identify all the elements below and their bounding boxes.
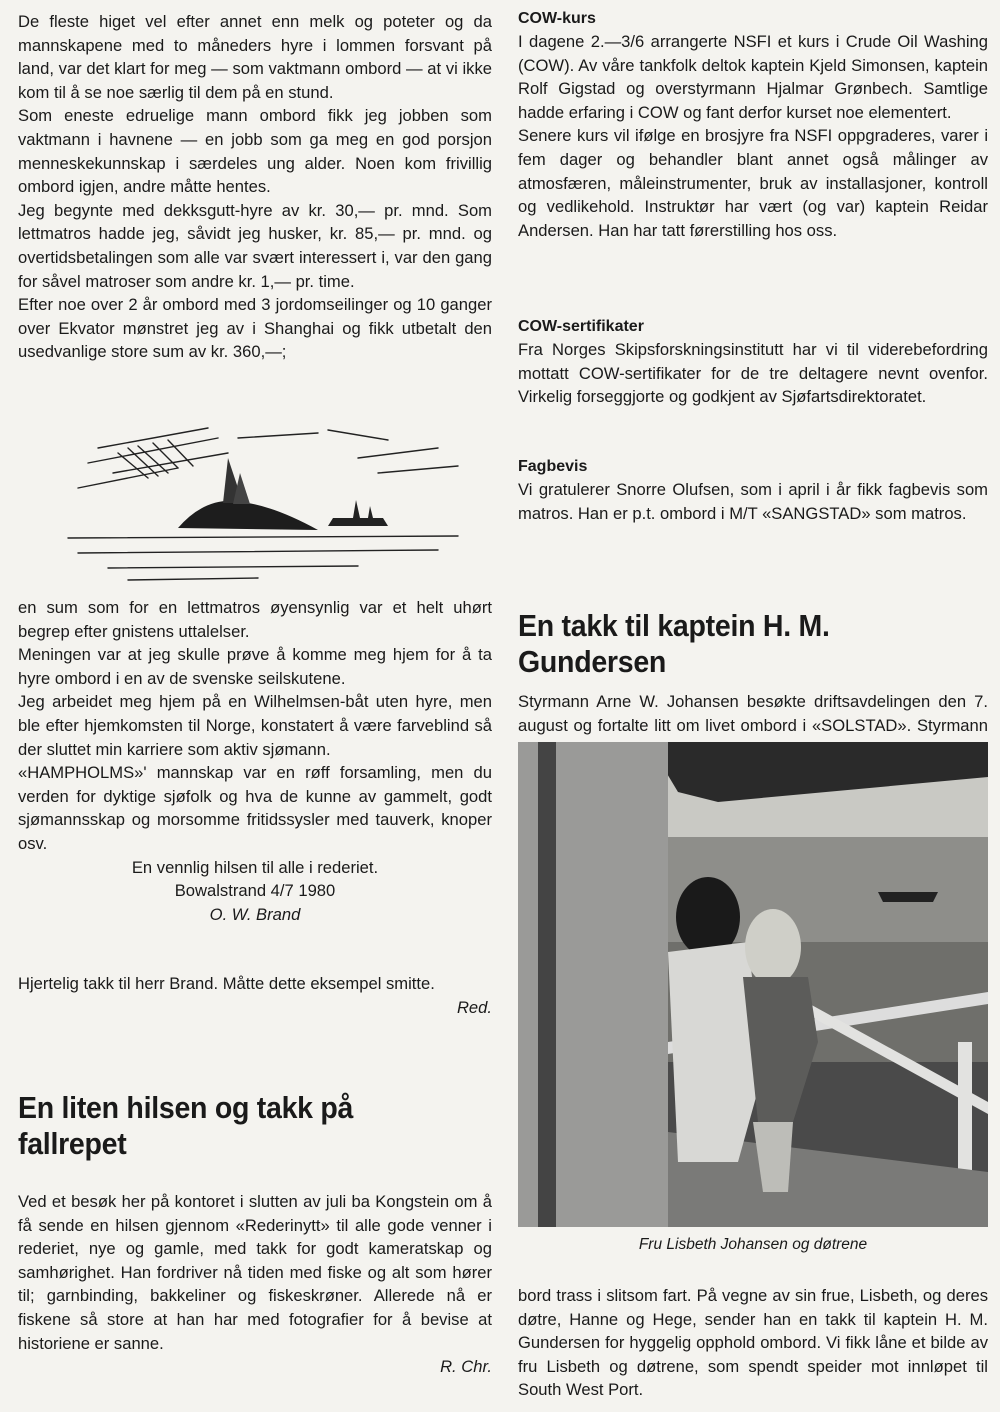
paragraph: Senere kurs vil ifølge en brosjyre fra NSFI oppgraderes, varer i fem dager og behandler blant annet også målinger av atmosfæren, måleinstrumenter, bruk av installasjoner, kontroll og vedlikehold. Instruktør har vært (og var) kaptein Reidar Andersen. Han har tatt førerstilling hos oss. [518,126,988,240]
section-cow-sertifikater [518,316,988,409]
letter-text-bottom [18,596,492,926]
paragraph: Jeg arbeidet meg hjem på en Wilhelmsen-båt uten hyre, men ble efter hjemkomsten til Norge, konstatert å være farveblind så der sluttet min karriere som aktiv sjømann. [18,692,492,759]
paragraph: I dagene 2.—3/6 arrangerte NSFI et kurs i Crude Oil Washing (COW). Av våre tankfolk deltok kaptein Kjeld Simonsen, kaptein Rolf Gigstad og overstyrmann Hjalmar Grønbech. Samtlige hadde erfaring i COW og fant derfor kurset noe elementert. [518,32,988,122]
photo-caption-block [518,1234,988,1256]
paragraph: Som eneste edruelige mann ombord fikk jeg jobben som vaktmann i havnene — en jobb som ga meg en god porsjon menneskekunnskap i særdeles ung alder. Noen kom frivillig ombord igjen, andre måtte hentes. [18,106,492,197]
greeting: En vennlig hilsen til alle i rederiet. [131,857,379,877]
paragraph: Vi gratulerer Snorre Olufsen, som i april i år fikk fagbevis som matros. Han er p.t. ombord i M/T «SANGSTAD» som matros. [518,480,988,523]
paragraph: Styrmann Arne W. Johansen besøkte driftsavdelingen den 7. august og fortalte litt om livet ombord i «SOLSTAD». Styrmann [518,692,988,735]
headline: En liten hilsen og takk på fallrepet [18,1090,354,1161]
signature: R. Chr. [440,1357,492,1377]
article-gundersen-continued [518,1284,988,1402]
photo-caption: Fru Lisbeth Johansen og døtrene [638,1236,868,1253]
article-fallrepet [18,1090,492,1379]
headline: En takk til kaptein H. M. Gundersen [518,608,830,679]
section-fagbevis [518,456,988,525]
section-heading: Fagbevis [518,458,588,475]
paragraph: De fleste higet vel efter annet enn melk og poteter og da mannskapene med to måneders hyre i lommen forsvant på land, var det klart for meg — som vaktmann ombord — at vi ikke kom til å se noe særlig til dem på en stund. [18,12,492,102]
photo-graphic [518,742,988,1227]
paragraph: en sum som for en lettmatros øyensynlig var et helt uhørt begrep efter gnistens uttalelser. [18,598,492,641]
signature: O. W. Brand [209,904,301,924]
section-heading: COW-sertifikater [518,318,644,335]
section-cow-kurs [518,8,988,242]
sailboat-sketch [58,418,478,588]
paragraph: Efter noe over 2 år ombord med 3 jordomseilinger og 10 ganger over Ekvator mønstret jeg av i Shanghai og fikk utbetalt den usedvanlige store sum av kr. 360,—; [18,295,492,362]
place-date: Bowalstrand 4/7 1980 [174,881,336,901]
paragraph: Jeg begynte med dekksgutt-hyre av kr. 30,— pr. mnd. Som lettmatros hadde jeg, såvidt jeg husker, kr. 85,— pr. mnd. og overtidsbetalingen som alle var svært interessert i, var den gang for såvel matroser som andre kr. 1,— pr. time. [18,200,492,291]
section-heading: COW-kurs [518,10,596,27]
paragraph: Ved et besøk her på kontoret i slutten av juli ba Kongstein om å få sende en hilsen gjennom «Rederinytt» til alle gode venner i rederiet, nye og gamle, med takk for godt kameratskap og samhørighet. Han fordriver nå tiden med fiske og alt som hører til; garnbinding, bakkeliner og fiskeskrøner. Allerede nå er fiskene så store at han har med fotografier for å bevise at historiene er sanne. [18,1192,492,1353]
editor-note [18,972,492,1019]
article-gundersen [518,608,988,761]
photo-mother-daughters [518,742,988,1227]
letter-text-top [18,10,492,364]
thanks-text: Hjertelig takk til herr Brand. Måtte dette eksempel smitte. [18,974,435,993]
paragraph: Fra Norges Skipsforskningsinstitutt har vi til viderebefordring mottatt COW-sertifikater for de tre deltagere nevnt ovenfor. Virkelig forseggjorte og godkjent av Sjøfartsdirektoratet. [518,340,988,407]
paragraph: bord trass i slitsom fart. På vegne av sin frue, Lisbeth, og deres døtre, Hanne og Hege, sender han en takk til kaptein H. M. Gundersen for hyggelig opphold ombord. Vi fikk låne et bilde av fru Lisbeth og døtrene, som spendt speider mot innløpet til South West Port. [518,1286,988,1400]
paragraph: Meningen var at jeg skulle prøve å komme meg hjem for å ta hyre ombord i en av de svenske seilskutene. [18,645,492,688]
editor-signature: Red. [456,997,492,1017]
paragraph: «HAMPHOLMS»' mannskap var en røff forsamling, men du verden for dyktige sjøfolk og hva de kunne av gammelt, godt sjømannsskap og morsomme fritidssysler med tauverk, knoper osv. [18,763,492,853]
